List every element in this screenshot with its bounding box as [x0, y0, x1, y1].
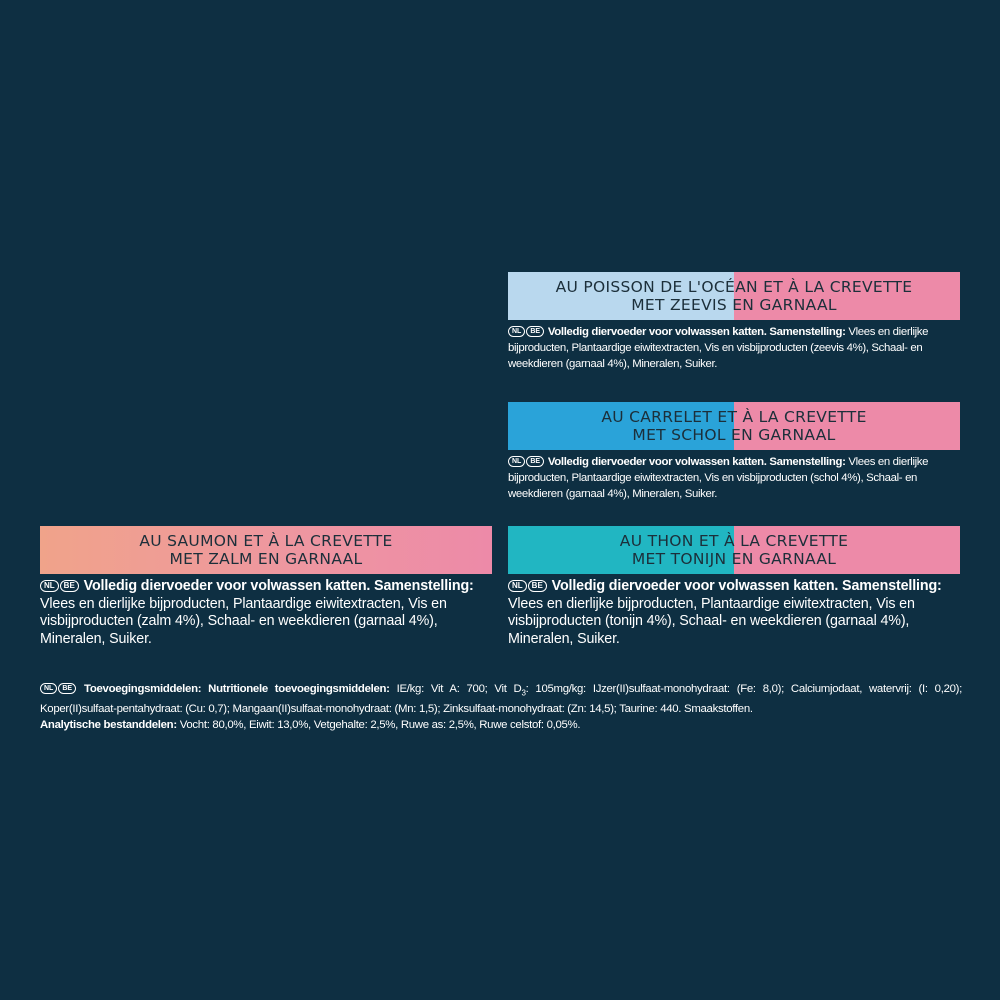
- variant-banner-ocean: [508, 272, 960, 320]
- variant-title: AU THON ET À LA CREVETTE MET TONIJN EN GARNAAL: [619, 532, 849, 568]
- additives-analytics-block: NL BE Toevoegingsmiddelen: Nutritionele toevoegingsmiddelen: IE/kg: Vit A: 700; Vit $D_3$: 105mg/kg: IJzer(II)sulfaat-monohydraat: (Fe: 8,0); Calciumjodaat, watervrij: (I: 0,20); Koper(II)sulfaat-pentahydraat: (Cu: 0,7); Mangaan(II)sulfaat-monohydraat: (Mn: 1,5); Zinksulfaat-monohydraat: (Zn: 14,5); Taurine: 440. Smaakstoffen. Analytische bestanddelen: Vocht: 80,0%, Eiwit: 13,0%, Vetgehalte: 2,5%, Ruwe as: 2,5%, Ruwe celstof: 0,05%.: [40, 683, 963, 732]
- additives-text: IE/kg: Vit A: 700; Vit D: [389, 683, 522, 695]
- be-flag-icon: BE: [526, 456, 544, 467]
- variant-description: NL BE Volledig diervoeder voor volwassen katten. Samenstelling: Vlees en dierlijke bijproducten, Plantaardige eiwitextracten, Vis en visbijproducten (zalm 4%), Schaal- en weekdieren (garnaal 4%), Mineralen, Suiker.: [40, 578, 474, 647]
- variant-banner-saumon: [40, 526, 492, 574]
- analytical-text: Vocht: 80,0%, Eiwit: 13,0%, Vetgehalte: 2,5%, Ruwe as: 2,5%, Ruwe celstof: 0,05%.: [176, 719, 581, 732]
- variant-panel-ocean: [508, 272, 960, 372]
- variant-description: NL BE Volledig diervoeder voor volwassen katten. Samenstelling: Vlees en dierlijke bijproducten, Plantaardige eiwitextracten, Vis en visbijproducten (schol 4%), Schaal- en weekdieren (garnaal 4%), Mineralen, Suiker.: [508, 456, 929, 500]
- variant-title: AU CARRELET ET À LA CREVETTE MET SCHOL EN GARNAAL: [601, 408, 867, 444]
- nl-flag-icon: NL: [508, 580, 527, 592]
- nl-flag-icon: NL: [40, 683, 57, 694]
- variant-description: NL BE Volledig diervoeder voor volwassen katten. Samenstelling: Vlees en dierlijke bijproducten, Plantaardige eiwitextracten, Vis en visbijproducten (zeevis 4%), Schaal- en weekdieren (garnaal 4%), Mineralen, Suiker.: [508, 326, 929, 370]
- variant-title: AU SAUMON ET À LA CREVETTE MET ZALM EN GARNAAL: [139, 532, 393, 568]
- be-flag-icon: BE: [526, 326, 544, 337]
- nl-flag-icon: NL: [508, 326, 525, 337]
- variant-title: AU POISSON DE L'OCÉAN ET À LA CREVETTE MET ZEEVIS EN GARNAAL: [555, 278, 913, 314]
- analytical-label: Analytische bestanddelen:: [40, 719, 177, 732]
- variant-banner-thon: [508, 526, 960, 574]
- variant-panel-thon: [508, 526, 960, 648]
- nl-flag-icon: NL: [40, 580, 59, 592]
- be-flag-icon: BE: [58, 683, 76, 694]
- variant-panel-carrelet: [508, 402, 960, 502]
- be-flag-icon: BE: [528, 580, 547, 592]
- variant-description: NL BE Volledig diervoeder voor volwassen katten. Samenstelling: Vlees en dierlijke bijproducten, Plantaardige eiwitextracten, Vis en visbijproducten (tonijn 4%), Schaal- en weekdieren (garnaal 4%), Mineralen, Suiker.: [508, 578, 942, 647]
- additives-label: Toevoegingsmiddelen: Nutritionele toevoegingsmiddelen:: [84, 683, 390, 695]
- variant-banner-carrelet: [508, 402, 960, 450]
- nl-flag-icon: NL: [508, 456, 525, 467]
- be-flag-icon: BE: [60, 580, 79, 592]
- variant-panel-saumon: [40, 526, 492, 648]
